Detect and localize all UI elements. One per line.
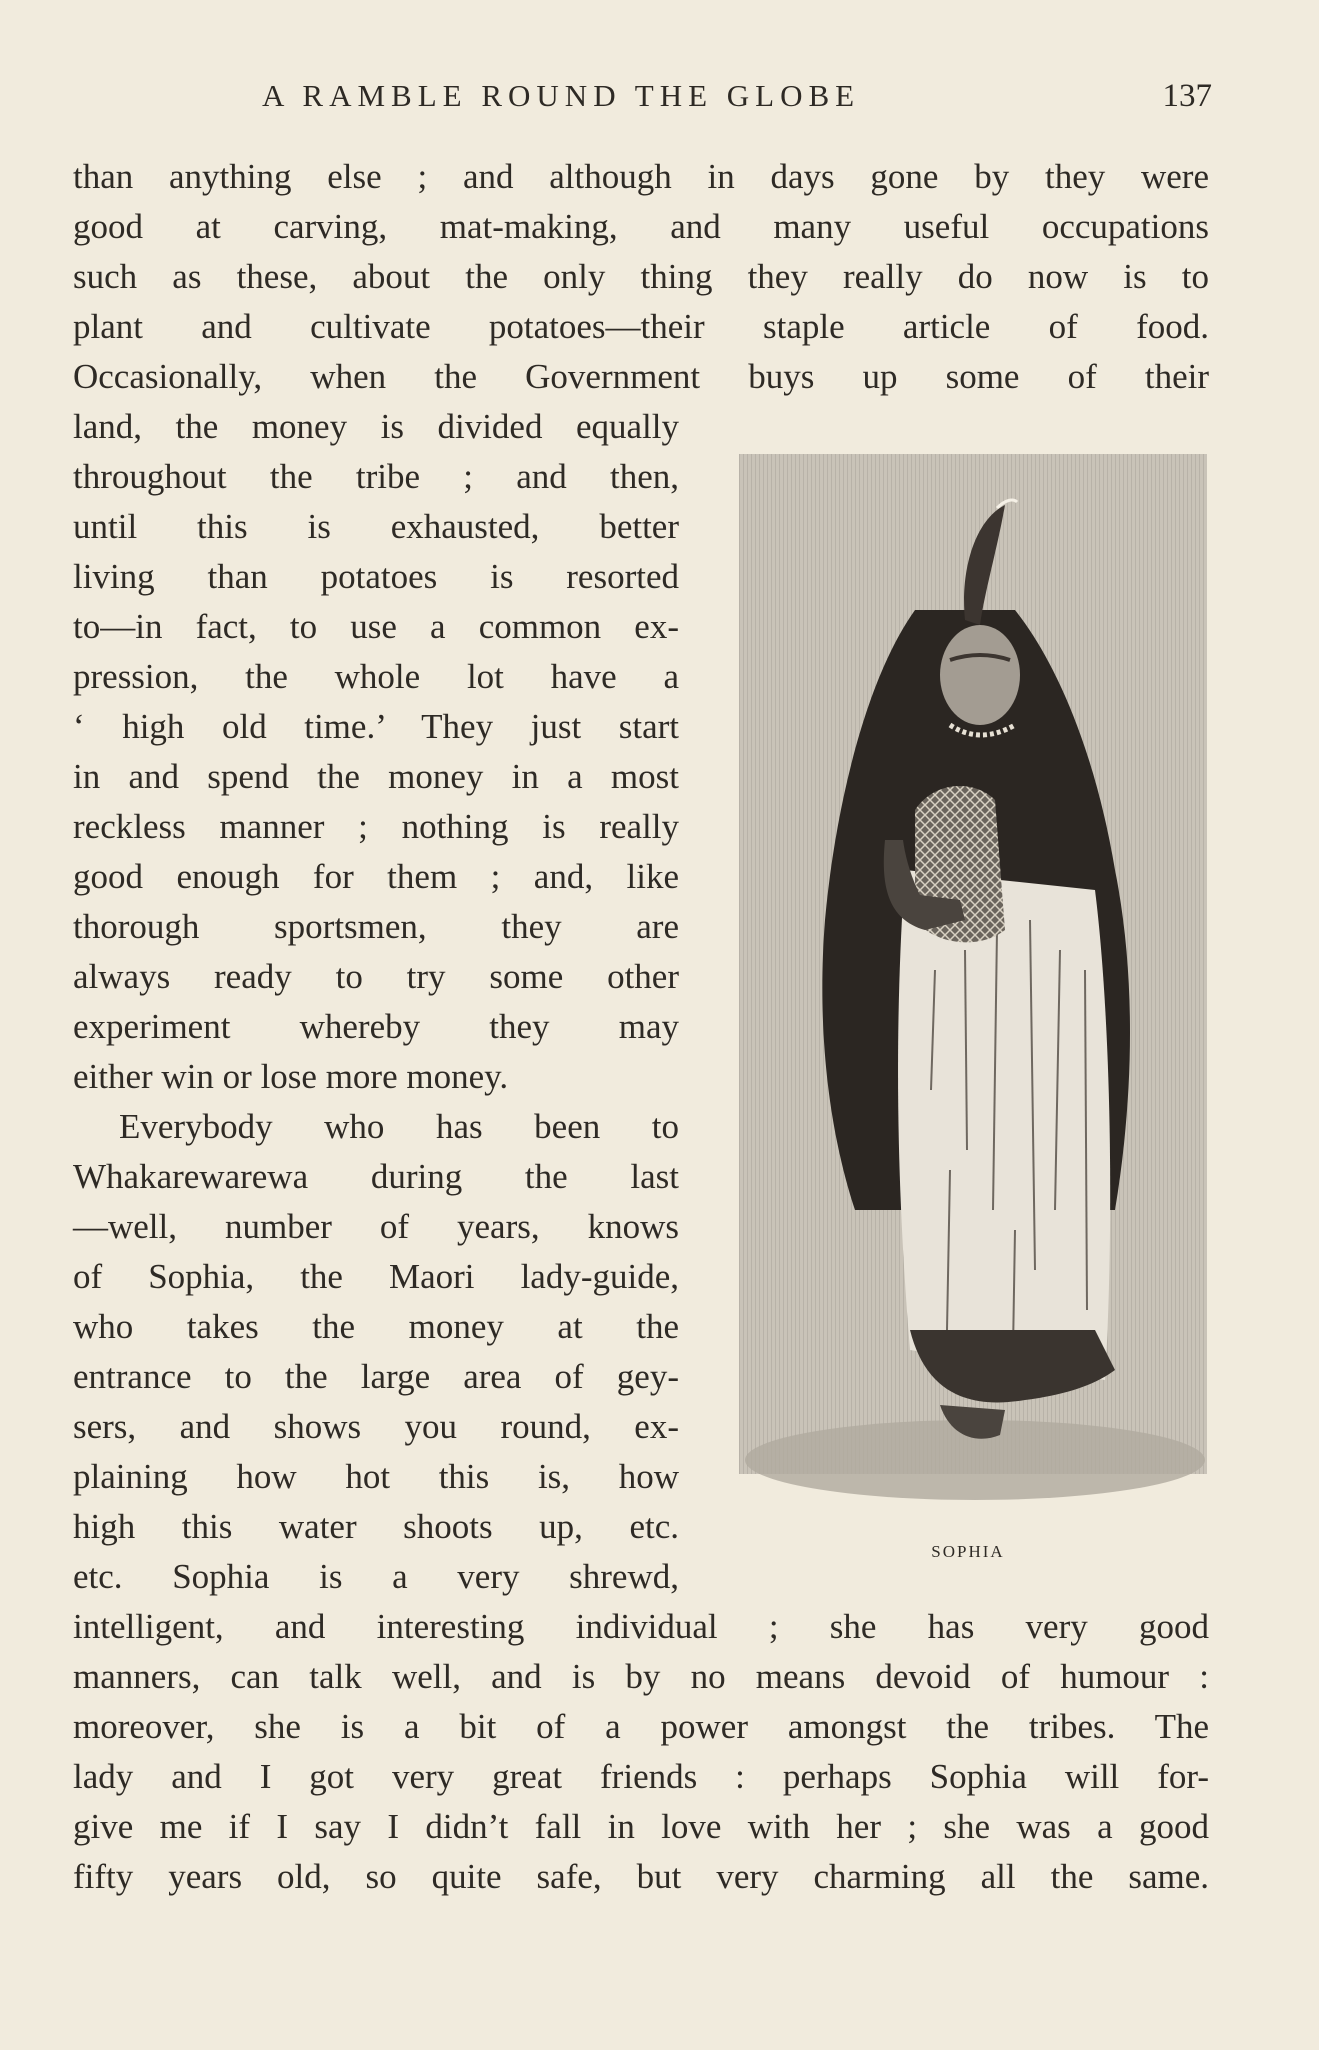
text-line: than anything else ; and although in days gone by they were [73, 157, 1209, 196]
text-line: moreover, she is a bit of a power amongst the tribes. The [73, 1707, 1209, 1746]
text-line: good enough for them ; and, like [73, 857, 679, 896]
text-line: always ready to try some other [73, 957, 679, 996]
text-line: plant and cultivate potatoes—their staple article of food. [73, 307, 1209, 346]
text-line: until this is exhausted, better [73, 507, 679, 546]
text-line: sers, and shows you round, ex- [73, 1407, 679, 1446]
text-line: thorough sportsmen, they are [73, 907, 679, 946]
figure-caption: SOPHIA [931, 1542, 1005, 1561]
text-line: to—in fact, to use a common ex- [73, 607, 679, 646]
text-line: throughout the tribe ; and then, [73, 457, 679, 496]
illustration-sophia [735, 450, 1211, 1510]
text-line: high this water shoots up, etc. [73, 1507, 679, 1546]
text-line: Occasionally, when the Government buys up some of their [73, 357, 1209, 396]
text-line: Whakarewarewa during the last [73, 1157, 679, 1196]
text-line: —well, number of years, knows [73, 1207, 679, 1246]
text-line: manners, can talk well, and is by no means devoid of humour : [73, 1657, 1209, 1696]
text-line: plaining how hot this is, how [73, 1457, 679, 1496]
running-header [262, 78, 1212, 128]
text-line: of Sophia, the Maori lady-guide, [73, 1257, 679, 1296]
text-line: reckless manner ; nothing is really [73, 807, 679, 846]
text-line: in and spend the money in a most [73, 757, 679, 796]
text-line: etc. Sophia is a very shrewd, [73, 1557, 679, 1596]
text-line: lady and I got very great friends : perhaps Sophia will for- [73, 1757, 1209, 1796]
text-line: pression, the whole lot have a [73, 657, 679, 696]
text-line: fifty years old, so quite safe, but very charming all the same. [73, 1857, 1209, 1896]
text-line: intelligent, and interesting individual ; she has very good [73, 1607, 1209, 1646]
text-line: good at carving, mat-making, and many useful occupations [73, 207, 1209, 246]
page-number: 137 [1162, 78, 1212, 114]
engraving-portrait [735, 450, 1211, 1510]
text-line: living than potatoes is resorted [73, 557, 679, 596]
text-line: who takes the money at the [73, 1307, 679, 1346]
text-line: land, the money is divided equally [73, 407, 679, 446]
text-line: entrance to the large area of gey- [73, 1357, 679, 1396]
text-line: ‘ high old time.’ They just start [73, 707, 679, 746]
running-title: A RAMBLE ROUND THE GLOBE [262, 78, 861, 113]
text-line: Everybody who has been to [119, 1107, 679, 1146]
text-line: such as these, about the only thing they really do now is to [73, 257, 1209, 296]
text-line: either win or lose more money. [73, 1057, 509, 1096]
text-line: experiment whereby they may [73, 1007, 679, 1046]
text-line: give me if I say I didn’t fall in love with her ; she was a good [73, 1807, 1209, 1846]
